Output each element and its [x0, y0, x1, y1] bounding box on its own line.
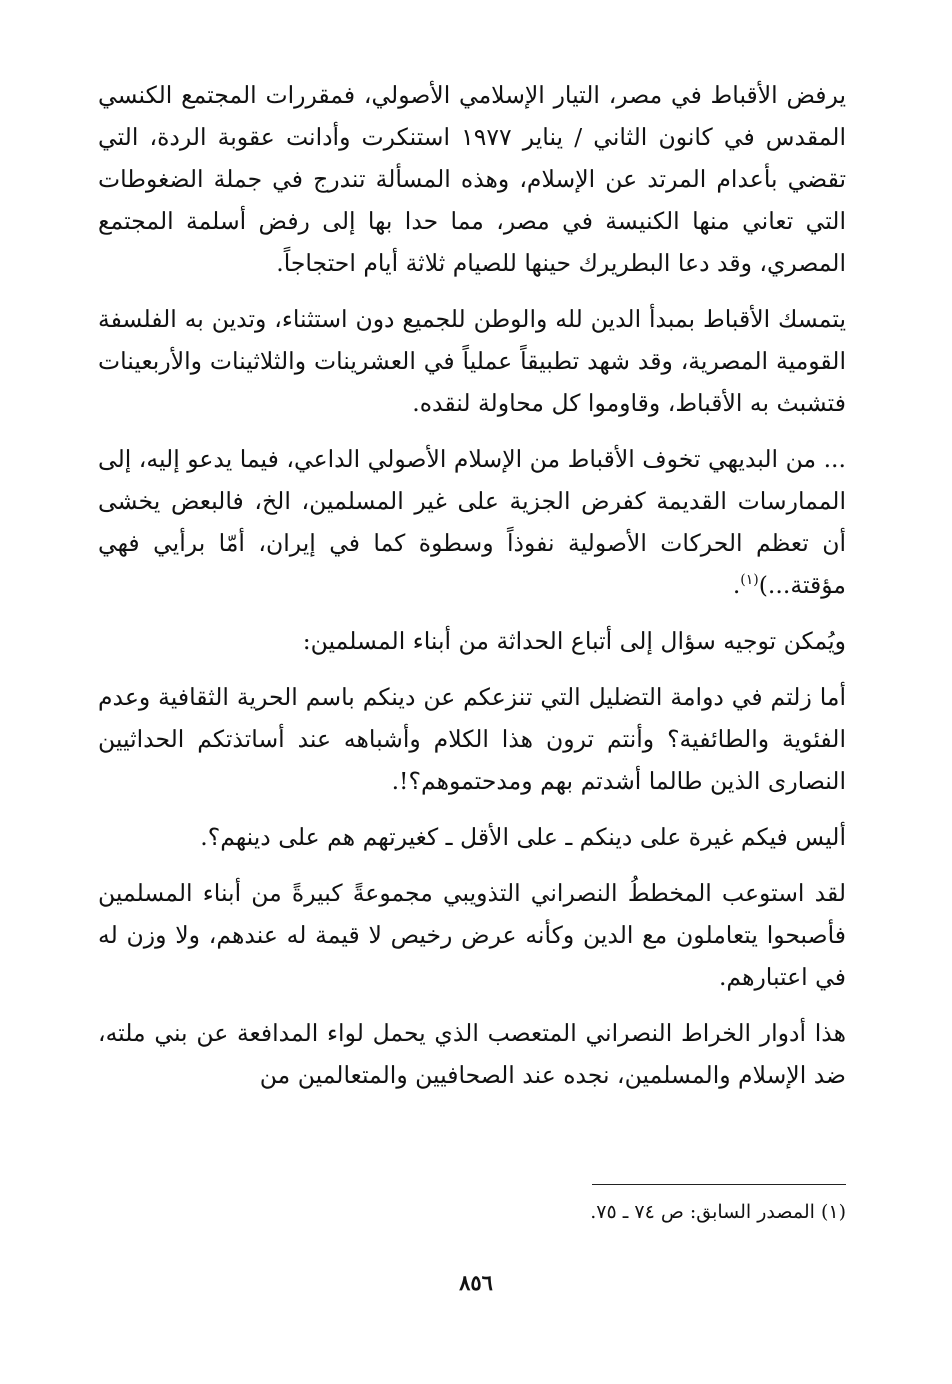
page-body: [98, 74, 846, 1110]
paragraph-5: أما زلتم في دوامة التضليل التي تنزعكم عن دينكم باسم الحرية الثقافية وعدم الفئوية والطائفية؟ وأنتم ترون هذا الكلام وأشباهه عند أساتذتكم الحداثيين النصارى الذين طالما أشدتم بهم ومدحتموهم؟!.: [98, 683, 846, 795]
paragraph-4: ويُمكن توجيه سؤال إلى أتباع الحداثة من أبناء المسلمين:: [302, 627, 846, 655]
footnote-separator: [592, 1184, 846, 1185]
page-number: ٨٥٦: [459, 1270, 493, 1295]
footnote: (١) المصدر السابق: ص ٧٤ ـ ٧٥.: [590, 1201, 846, 1223]
footnote-reference: (١): [740, 572, 759, 589]
paragraph-8: هذا أدوار الخراط النصراني المتعصب الذي يحمل لواء المدافعة عن بني ملته، ضد الإسلام والمسلمين، نجده عند الصحافيين والمتعالمين من: [98, 1019, 846, 1089]
paragraph-3-end: .: [732, 571, 741, 599]
paragraph-6: أليس فيكم غيرة على دينكم ـ على الأقل ـ كغيرتهم هم على دينهم؟.: [200, 823, 846, 851]
paragraph-1: يرفض الأقباط في مصر، التيار الإسلامي الأصولي، فمقررات المجتمع الكنسي المقدس في كانون الثاني / يناير ١٩٧٧ استنكرت وأدانت عقوبة الردة، التي تقضي بأعدام المرتد عن الإسلام، وهذه المسألة تندرج في جملة الضغوطات التي تعاني منها الكنيسة في مصر، مما حدا بها إلى رفض أسلمة المجتمع المصري، وقد دعا البطريرك حينها للصيام ثلاثة أيام احتجاجاً.: [98, 81, 846, 277]
paragraph-3: [98, 438, 846, 606]
paragraph-7: لقد استوعب المخططُ النصراني التذويبي مجموعةً كبيرةً من أبناء المسلمين فأصبحوا يتعاملون مع الدين وكأنه عرض رخيص لا قيمة له عندهم، ولا وزن له في اعتبارهم.: [98, 879, 846, 991]
paragraph-2: يتمسك الأقباط بمبدأ الدين لله والوطن للجميع دون استثناء، وتدين به الفلسفة القومية المصرية، وقد شهد تطبيقاً عملياً في العشرينات والثلاثينات والأربعينات فتشبث به الأقباط، وقاوموا كل محاولة لنقده.: [98, 305, 846, 417]
paragraph-3-text: ... من البديهي تخوف الأقباط من الإسلام الأصولي الداعي، فيما يدعو إليه، إلى الممارسات القديمة كفرض الجزية على غير المسلمين، الخ، فالبعض يخشى أن تعظم الحركات الأصولية نفوذاً وسطوة كما في إيران، أمّا برأيي فهي مؤقتة...): [98, 445, 846, 599]
